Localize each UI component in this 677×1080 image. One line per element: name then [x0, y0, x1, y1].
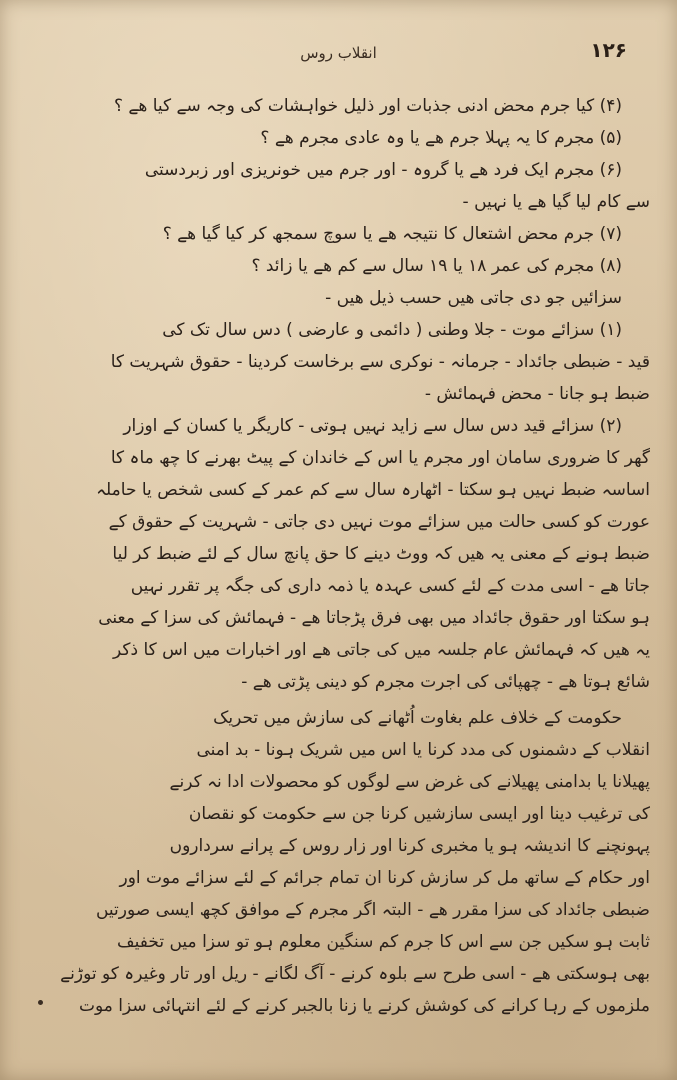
- page-number: ۱۲۶: [590, 38, 627, 62]
- text-line: اور حکام کے ساتھ مل کر سازش کرنا ان تمام جرائم کے لئے سزائے موت اور: [119, 868, 650, 888]
- text-line: (۷) جرم محض اشتعال کا نتیجہ ھے یا سوچ سمجھ کر کیا گیا ھے ؟: [162, 224, 622, 244]
- text-line: ضبط ہو جانا - محض فہمائش -: [424, 384, 650, 404]
- running-title: انقلاب روس: [300, 44, 377, 62]
- text-line: بھی ہوسکتی ھے - اسی طرح سے بلوہ کرنے - آگ لگانے - ریل اور تار وغیرہ کو توڑنے: [60, 964, 650, 984]
- text-line: (۱) سزائے موت - جلا وطنی ( دائمی و عارضی ) دس سال تک کی: [162, 320, 622, 340]
- text-line: حکومت کے خلاف علم بغاوت اُٹھانے کی سازش میں تحریک: [213, 708, 622, 728]
- text-line: سزائیں جو دی جاتی ھیں حسب ذیل ھیں -: [325, 288, 622, 308]
- text-line: (۲) سزائے قید دس سال سے زاید نہیں ہوتی - کاریگر یا کسان کے اوزار: [123, 416, 622, 436]
- text-line: انقلاب کے دشمنوں کی مدد کرنا یا اس میں شریک ہونا - بد امنی: [196, 740, 650, 760]
- text-line: یہ ھیں کہ فہمائش عام جلسہ میں کی جاتی ھے اور اخبارات میں اس کا ذکر: [113, 640, 650, 660]
- text-line: جاتا ھے - اسی مدت کے لئے کسی عہدہ یا ذمہ داری کی جگہ پر تقرر نہیں: [130, 576, 650, 596]
- text-line: ضبط ہونے کے معنی یہ ھیں کہ ووٹ دینے کا حق پانچ سال کے لئے ضبط کر لیا: [112, 544, 650, 564]
- text-body: [28, 90, 650, 1022]
- text-line: قید - ضبطی جائداد - جرمانہ - نوکری سے برخاست کردینا - حقوق شہریت کا: [110, 352, 650, 372]
- text-line: سے کام لیا گیا ھے یا نہیں -: [462, 192, 650, 212]
- ink-mark: [38, 1000, 43, 1005]
- text-line: ثابت ہو سکیں جن سے اس کا جرم کم سنگین معلوم ہو تو سزا میں تخفیف: [117, 932, 650, 952]
- text-line: گھر کا ضروری سامان اور مجرم یا اس کے خاندان کے پیٹ بھرنے کا چھ ماہ کا: [110, 448, 650, 468]
- text-line: ضبطی جائداد کی سزا مقرر ھے - البتہ اگر مجرم کے موافق کچھ ایسی صورتیں: [95, 900, 650, 920]
- page-header: [30, 38, 647, 78]
- text-line: اساسہ ضبط نہیں ہو سکتا - اٹھارہ سال سے کم عمر کے کسی شخص یا حاملہ: [96, 480, 650, 500]
- text-line: ہو سکتا اور حقوق جائداد میں بھی فرق پڑجاتا ھے - فہمائش کی سزا کے معنی: [98, 608, 650, 628]
- text-line: ملزموں کے رہا کرانے کی کوشش کرنے یا زنا بالجبر کرنے کے لئے انتہائی سزا موت: [78, 996, 650, 1016]
- text-line: (۴) کیا جرم محض ادنی جذبات اور ذلیل خواہشات کی وجہ سے کیا ھے ؟: [113, 96, 622, 116]
- text-line: عورت کو کسی حالت میں سزائے موت نہیں دی جاتی - شہریت کے حقوق کے: [108, 512, 650, 532]
- text-line: شائع ہوتا ھے - چھپائی کی اجرت مجرم کو دینی پڑتی ھے -: [241, 672, 650, 692]
- text-line: (۸) مجرم کی عمر ۱۸ یا ۱۹ سال سے کم ھے یا زائد ؟: [251, 256, 622, 276]
- text-line: کی ترغیب دینا اور ایسی سازشیں کرنا جن سے حکومت کو نقصان: [188, 804, 650, 824]
- text-line: (۵) مجرم کا یہ پہلا جرم ھے یا وہ عادی مجرم ھے ؟: [260, 128, 622, 148]
- text-line: پھیلانا یا بدامنی پھیلانے کی غرض سے لوگوں کو محصولات ادا نہ کرنے: [169, 772, 650, 792]
- text-line: پہونچنے کا اندیشہ ہو یا مخبری کرنا اور زار روس کے پرانے سرداروں: [169, 836, 650, 856]
- text-line: (۶) مجرم ایک فرد ھے یا گروہ - اور جرم میں خونریزی اور زبردستی: [144, 160, 622, 180]
